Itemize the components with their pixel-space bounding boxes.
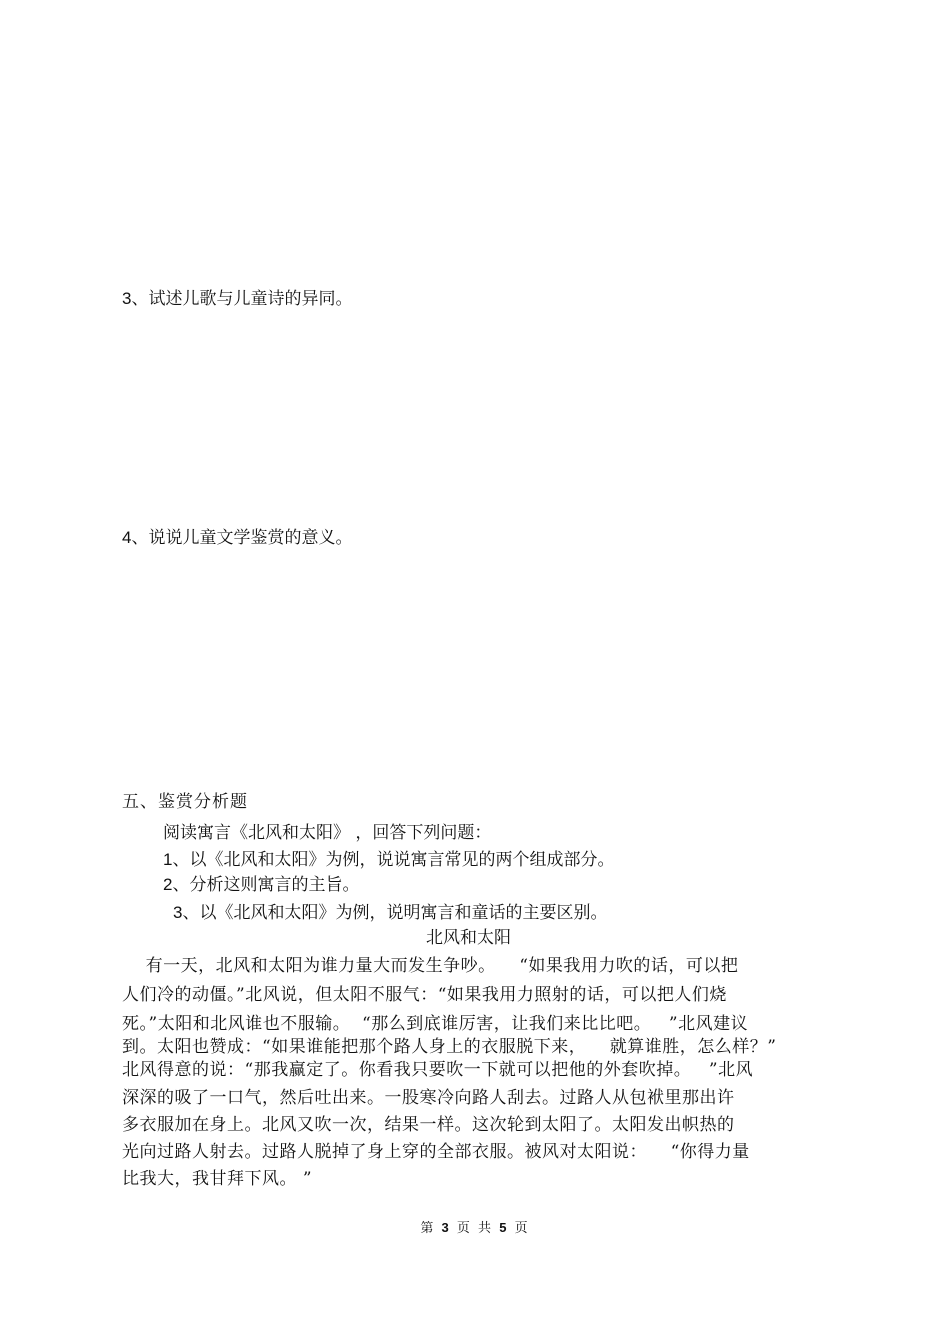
footer-prefix: 第 bbox=[420, 1221, 436, 1236]
section-item-1: 1、以《北风和太阳》为例，说说寓言常见的两个组成部分。 bbox=[163, 850, 615, 869]
story-line: 比我大，我甘拜下风。 ” bbox=[122, 1169, 313, 1189]
question-3: 3、试述儿歌与儿童诗的异同。 bbox=[122, 289, 353, 308]
story-line: 多衣服加在身上。北风又吹一次，结果一样。这次轮到太阳了。太阳发出帜热的 bbox=[122, 1115, 735, 1135]
story-line: 北风得意的说：“那我赢定了。你看我只要吹一下就可以把他的外套吹掉。 ”北风 bbox=[122, 1060, 754, 1080]
page-footer bbox=[0, 1217, 950, 1236]
story-line: 光向过路人射去。过路人脱掉了身上穿的全部衣服。被风对太阳说： “你得力量 bbox=[122, 1142, 750, 1162]
section-item-2: 2、分析这则寓言的主旨。 bbox=[163, 875, 360, 894]
total-pages-number: 5 bbox=[499, 1220, 509, 1235]
story-line: 深深的吸了一口气，然后吐出来。一股寒冷向路人刮去。过路人从包袱里那出许 bbox=[122, 1088, 735, 1108]
question-4: 4、说说儿童文学鉴赏的意义。 bbox=[122, 528, 353, 547]
story-line: 死。”太阳和北风谁也不服输。 “那么到底谁厉害，让我们来比比吧。 ”北风建议 bbox=[122, 1014, 749, 1034]
section-item-3: 3、以《北风和太阳》为例，说明寓言和童话的主要区别。 bbox=[173, 903, 608, 922]
section-title: 五、鉴赏分析题 bbox=[122, 792, 248, 812]
current-page-number: 3 bbox=[441, 1220, 451, 1235]
story-line: 到。太阳也赞成：“如果谁能把那个路人身上的衣服脱下来， 就算谁胜，怎么样？” bbox=[122, 1037, 777, 1057]
footer-middle: 页 共 bbox=[456, 1221, 494, 1236]
story-line: 人们冷的动僵。”北风说，但太阳不服气：“如果我用力照射的话，可以把人们烧 bbox=[122, 985, 727, 1005]
section-instruction: 阅读寓言《北风和太阳》 ，回答下列问题： bbox=[163, 823, 492, 843]
story-line: 有一天，北风和太阳为谁力量大而发生争吵。 “如果我用力吹的话，可以把 bbox=[122, 956, 739, 976]
footer-suffix: 页 bbox=[514, 1221, 530, 1236]
story-title: 北风和太阳 bbox=[426, 928, 511, 948]
